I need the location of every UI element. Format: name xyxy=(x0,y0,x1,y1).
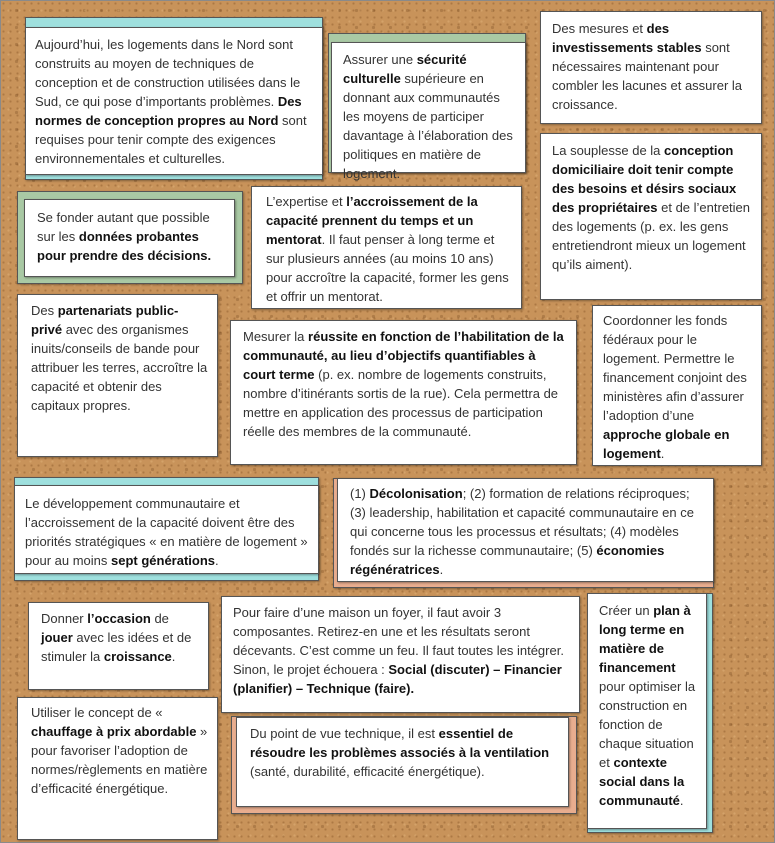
note-text-run: . xyxy=(439,562,444,577)
note-text-run: La souplesse de la xyxy=(552,143,665,158)
note-emphasis: réussite en fonction de l’habilitation de la communauté, au lieu d’objectifs quantifiables à court terme xyxy=(243,329,564,382)
note-emphasis: contexte social dans la communauté xyxy=(599,755,685,808)
sticky-note-expertise xyxy=(251,186,522,309)
sticky-note-nord xyxy=(17,17,323,180)
note-text-run: avec les idées et de stimuler la xyxy=(41,630,192,664)
note-emphasis: chauffage à prix abordable xyxy=(31,724,197,739)
note-emphasis: plan à long terme en matière de financement xyxy=(599,603,691,675)
note-text-run: et de l’entretien des logements (p. ex. les gens entretiendront mieux un logement qu’ils aiment). xyxy=(552,200,751,272)
note-text-run: » pour favoriser l’adoption de normes/règlements en matière d’efficacité énergétique. xyxy=(31,724,208,796)
note-text-run: . xyxy=(660,446,665,461)
note-text-run: sont nécessaires maintenant pour combler les lacunes et assurer la croissance. xyxy=(552,40,743,112)
note-text-run: Pour faire d’une maison un foyer, il faut avoir 3 composantes. Retirez-en une et les résultats seront décevants. C’est comme un feu. Il faut toutes les intégrer. Sinon, le projet échouera : xyxy=(233,605,564,677)
note-text-run: (santé, durabilité, efficacité énergétique). xyxy=(250,764,485,779)
note-text xyxy=(587,593,707,829)
note-text-run: Créer un xyxy=(599,603,654,618)
sticky-note-chauffage xyxy=(17,697,218,840)
note-text-run: Aujourd’hui, les logements dans le Nord sont construits au moyen de techniques de conception et de construction utilisées dans le Sud, ce qui pose d’importants problèmes. xyxy=(35,37,301,109)
note-text-run: . Il faut penser à long terme et sur plusieurs années (au moins 10 ans) pour accroître la capacité, former les gens et offrir un mentorat. xyxy=(266,232,509,304)
sticky-note-donnees-probantes xyxy=(17,191,243,284)
note-emphasis: Social (discuter) – Financier (planifier) – Technique (faire). xyxy=(233,662,562,696)
note-text-run: Le développement communautaire et l’accroissement de la capacité doivent être des priorités stratégiques « en matière de logement » pour au moins xyxy=(25,496,308,568)
note-text xyxy=(236,717,569,807)
note-text-run: (1) xyxy=(350,486,370,501)
note-emphasis: partenariats public-privé xyxy=(31,303,179,337)
note-emphasis: essentiel de résoudre les problèmes associés à la ventilation xyxy=(250,726,550,760)
note-text xyxy=(14,485,319,574)
note-emphasis: sept générations xyxy=(111,553,216,568)
note-text-run: supérieure en donnant aux communautés les moyens de participer davantage à l’élaboration des politiques en matière de logement. xyxy=(343,71,513,181)
note-emphasis: Décolonisation xyxy=(369,486,463,501)
note-emphasis: croissance xyxy=(103,649,172,664)
sticky-note-developpement xyxy=(14,477,319,581)
note-emphasis: des investissements stables xyxy=(552,21,702,55)
note-emphasis: économies régénératrices xyxy=(350,543,665,577)
sticky-note-partenariats xyxy=(17,294,218,457)
note-emphasis: sécurité culturelle xyxy=(343,52,467,86)
sticky-note-mesurer-reussite xyxy=(230,320,577,465)
note-text xyxy=(24,199,235,277)
note-text-run: ; (2) formation de relations réciproques; (3) leadership, habilitation et capacité communautaire en ce qui concerne tous les processus et résultats; (4) modèles fondés sur la richesse communautaire; (5) xyxy=(350,486,694,558)
note-text xyxy=(337,478,714,582)
note-emphasis: l’accroissement de la capacité prennent du temps et un mentorat xyxy=(266,194,478,247)
note-text xyxy=(331,42,526,181)
note-text-run: Des mesures et xyxy=(552,21,647,36)
note-text xyxy=(25,27,323,175)
sticky-note-mesures xyxy=(540,11,762,124)
sticky-note-souplesse xyxy=(540,133,762,300)
note-text-run: Mesurer la xyxy=(243,329,309,344)
note-emphasis: conception domiciliaire doit tenir compte des besoins et désirs sociaux des propriétaires xyxy=(552,143,737,215)
note-emphasis: jouer xyxy=(41,630,73,645)
note-text-run: Des xyxy=(31,303,58,318)
note-text-run: de xyxy=(150,611,169,626)
note-emphasis: l’occasion xyxy=(87,611,151,626)
note-text-run: L’expertise et xyxy=(266,194,347,209)
note-emphasis: Des normes de conception propres au Nord xyxy=(35,94,302,128)
sticky-note-securite-culturelle xyxy=(328,33,526,181)
note-text-run: Se fonder autant que possible sur les xyxy=(37,210,210,244)
sticky-note-coordonner xyxy=(592,305,762,466)
sticky-note-jouer xyxy=(28,602,209,690)
note-text-run: Donner xyxy=(41,611,88,626)
note-emphasis: approche globale en logement xyxy=(603,427,730,461)
note-text-run: Du point de vue technique, il est xyxy=(250,726,439,741)
note-text-run: . xyxy=(215,553,219,568)
note-emphasis: données probantes pour prendre des décisions. xyxy=(37,229,212,263)
note-text-run: . xyxy=(171,649,176,664)
note-text-run: . xyxy=(679,793,684,808)
note-text-run: pour optimiser la construction en fonction de chaque situation et xyxy=(599,679,696,770)
sticky-note-plan-financement xyxy=(587,593,713,833)
sticky-note-decolonisation xyxy=(333,478,714,588)
note-text-run: Assurer une xyxy=(343,52,417,67)
note-text-run: sont requises pour tenir compte des exigences environnementales et culturelles. xyxy=(35,113,307,166)
note-text-run: Coordonner les fonds fédéraux pour le logement. Permettre le financement conjoint des ministères afin d’assurer l’adoption d’une xyxy=(603,313,747,423)
note-text-run: avec des organismes inuits/conseils de bande pour attribuer les terres, accroître la capacité et obtenir des capitaux propres. xyxy=(31,322,208,413)
sticky-note-ventilation xyxy=(231,716,577,814)
sticky-note-maison-foyer xyxy=(221,596,580,713)
note-text-run: (p. ex. nombre de logements construits, nombre d’itinérants sortis de la rue). Cela permettra de mettre en application des processus de participation réelle des membres de la communauté. xyxy=(243,367,559,439)
note-text-run: Utiliser le concept de « xyxy=(31,705,163,720)
